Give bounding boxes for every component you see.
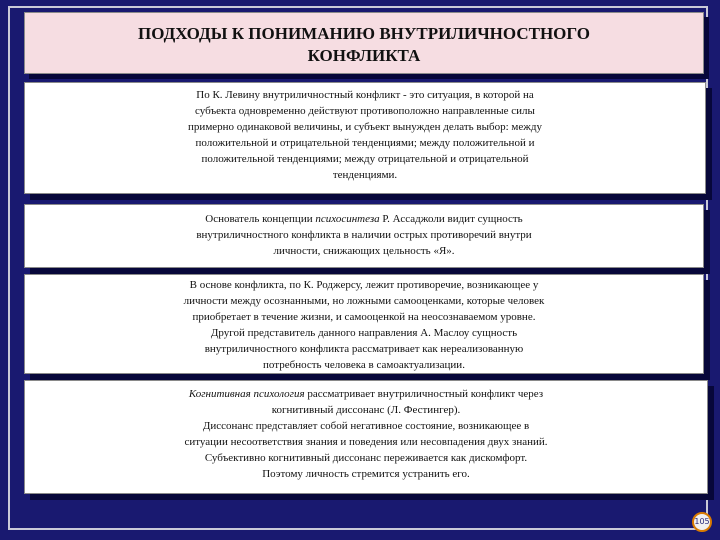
text-line: примерно одинаковой величины, и субъект вынужден делать выбор: между bbox=[188, 121, 542, 133]
text-line: Диссонанс представляет собой негативное состояние, возникающее в bbox=[202, 420, 530, 432]
text-line: приобретает в течение жизни, и самооценкой на неосознаваемом уровне. bbox=[192, 311, 536, 323]
emphasis-term: психосинтеза bbox=[315, 213, 380, 225]
text-segment: Основатель концепции bbox=[205, 213, 316, 225]
title-line-2: КОНФЛИКТА bbox=[307, 46, 421, 65]
text-line: Поэтому личность стремится устранить его. bbox=[262, 468, 470, 480]
text-line: внутриличностного конфликта в наличии острых противоречий внутри bbox=[196, 229, 532, 241]
text-line: положительной и отрицательной тенденциями; между положительной и bbox=[195, 137, 535, 149]
assagioli-block bbox=[24, 204, 704, 268]
text-line: По К. Левину внутриличностный конфликт - это ситуация, в которой на bbox=[196, 89, 534, 101]
emphasis-term: Когнитивная психология bbox=[188, 388, 305, 400]
text-line: когнитивный диссонанс (Л. Фестингер). bbox=[271, 404, 461, 416]
text-line: личности, снижающих цельность «Я». bbox=[273, 245, 455, 257]
text-line: субъекта одновременно действуют противоположно направленные силы bbox=[195, 105, 535, 117]
text-line: личности между осознанными, но ложными самооценками, которые человек bbox=[183, 295, 545, 307]
text-segment: Р. Ассаджоли видит сущность bbox=[379, 213, 523, 225]
cognitive-psychology-block bbox=[24, 380, 708, 494]
text-line: внутриличностного конфликта рассматривает как нереализованную bbox=[204, 343, 524, 355]
text-line: тенденциями. bbox=[332, 169, 398, 181]
text-line: ситуации несоответствия знания и поведения или несовпадения двух знаний. bbox=[184, 436, 548, 448]
page-number-badge: 105 bbox=[692, 512, 712, 532]
text-line: Другой представитель данного направления А. Маслоу сущность bbox=[210, 327, 518, 339]
slide-title bbox=[24, 12, 704, 74]
title-line-1: ПОДХОДЫ К ПОНИМАНИЮ ВНУТРИЛИЧНОСТНОГО bbox=[137, 24, 591, 43]
text-line: потребность человека в самоактуализации. bbox=[263, 359, 465, 371]
text-line: положительной тенденциями; между отрицательной и отрицательной bbox=[201, 153, 529, 165]
rogers-maslow-block bbox=[24, 274, 704, 374]
lewin-block bbox=[24, 82, 706, 194]
text-line bbox=[25, 211, 703, 227]
text-line: Субъективно когнитивный диссонанс переживается как дискомфорт. bbox=[204, 452, 528, 464]
text-segment: рассматривает внутриличностный конфликт через bbox=[304, 388, 544, 400]
text-line: В основе конфликта, по К. Роджерсу, лежит противоречие, возникающее у bbox=[189, 279, 539, 291]
text-line bbox=[25, 386, 707, 402]
